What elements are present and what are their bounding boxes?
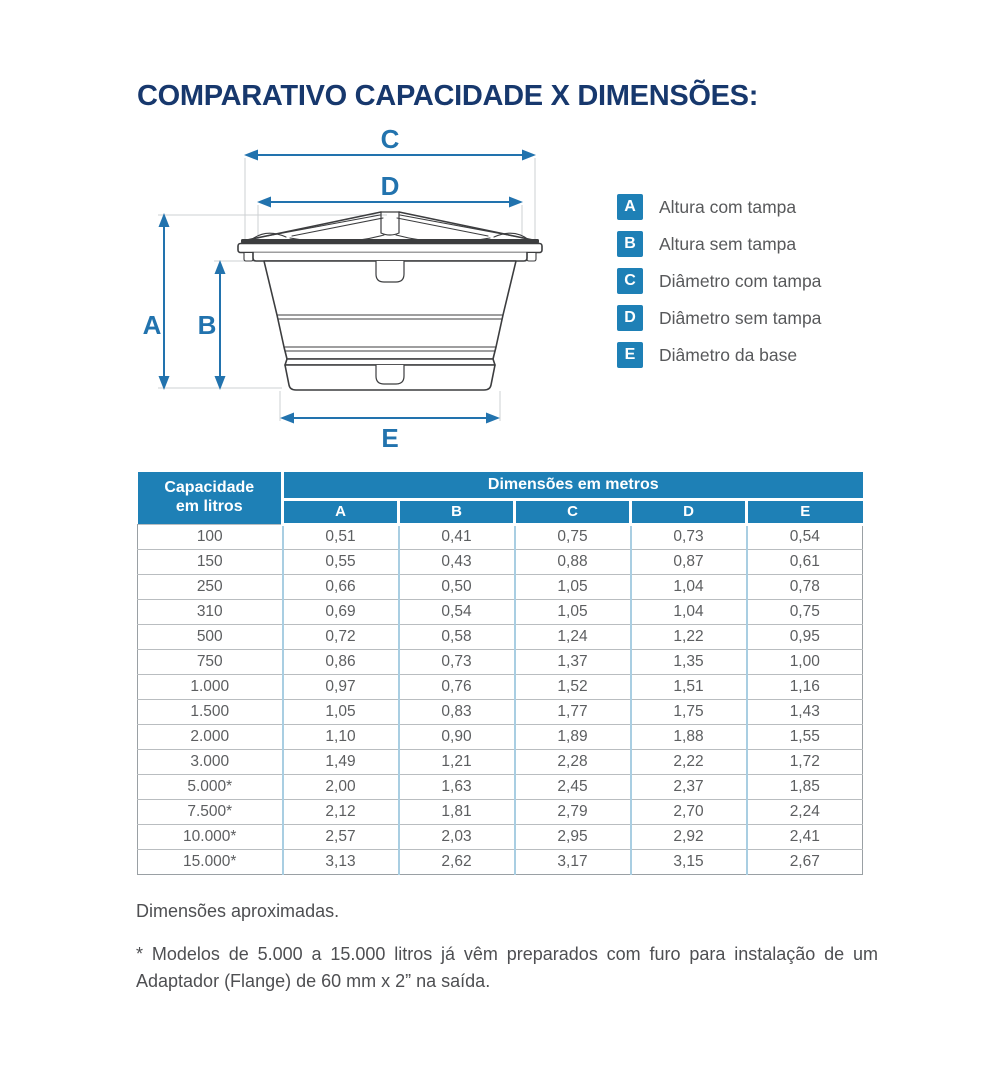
table-row: [138, 699, 863, 724]
value-cell-a: 0,66: [283, 574, 399, 599]
capacity-cell: 2.000: [138, 724, 283, 749]
table-row: [138, 849, 863, 874]
value-cell-d: 1,22: [631, 624, 747, 649]
value-cell-a: 0,97: [283, 674, 399, 699]
value-cell-a: 0,72: [283, 624, 399, 649]
value-cell-c: 1,05: [515, 599, 631, 624]
value-cell-c: 2,45: [515, 774, 631, 799]
value-cell-c: 2,79: [515, 799, 631, 824]
value-cell-a: 0,86: [283, 649, 399, 674]
capacity-cell: 10.000*: [138, 824, 283, 849]
table-row: [138, 749, 863, 774]
value-cell-a: 0,55: [283, 549, 399, 574]
table-row: [138, 774, 863, 799]
value-cell-b: 2,62: [399, 849, 515, 874]
value-cell-d: 2,22: [631, 749, 747, 774]
value-cell-d: 1,04: [631, 599, 747, 624]
value-cell-d: 2,70: [631, 799, 747, 824]
value-cell-b: 0,83: [399, 699, 515, 724]
value-cell-d: 2,37: [631, 774, 747, 799]
value-cell-b: 2,03: [399, 824, 515, 849]
value-cell-c: 0,75: [515, 524, 631, 549]
value-cell-a: 2,57: [283, 824, 399, 849]
value-cell-c: 1,05: [515, 574, 631, 599]
value-cell-e: 1,72: [747, 749, 863, 774]
capacity-cell: 5.000*: [138, 774, 283, 799]
value-cell-a: 1,10: [283, 724, 399, 749]
diagram-label-e: E: [381, 423, 399, 453]
value-cell-d: 1,51: [631, 674, 747, 699]
legend-key-badge: E: [617, 342, 643, 368]
value-cell-e: 0,61: [747, 549, 863, 574]
value-cell-b: 1,81: [399, 799, 515, 824]
value-cell-d: 0,87: [631, 549, 747, 574]
dim-letter-header: A: [283, 499, 399, 524]
dim-letter-header: B: [399, 499, 515, 524]
value-cell-e: 1,43: [747, 699, 863, 724]
legend-key-badge: C: [617, 268, 643, 294]
diagram-label-a: A: [142, 310, 162, 340]
capacity-cell: 15.000*: [138, 849, 283, 874]
dim-letter-header: E: [747, 499, 863, 524]
legend-label: Altura com tampa: [659, 196, 797, 217]
legend-item: [617, 342, 821, 368]
value-cell-d: 1,75: [631, 699, 747, 724]
table-row: [138, 599, 863, 624]
value-cell-d: 0,73: [631, 524, 747, 549]
table-row: [138, 649, 863, 674]
value-cell-c: 1,89: [515, 724, 631, 749]
capacity-cell: 750: [138, 649, 283, 674]
capacity-cell: 7.500*: [138, 799, 283, 824]
legend-item: [617, 268, 821, 294]
value-cell-e: 2,41: [747, 824, 863, 849]
value-cell-c: 1,37: [515, 649, 631, 674]
capacity-cell: 500: [138, 624, 283, 649]
value-cell-c: 1,77: [515, 699, 631, 724]
dim-letter-header: C: [515, 499, 631, 524]
dim-arrow-e: [280, 413, 500, 424]
capacity-cell: 1.500: [138, 699, 283, 724]
diagram-label-c: C: [380, 128, 400, 154]
value-cell-c: 2,28: [515, 749, 631, 774]
diagram-label-d: D: [380, 171, 400, 201]
dim-letter-header: D: [631, 499, 747, 524]
footnote-line-2: Adaptador (Flange) de 60 mm x 2” na saída.: [136, 971, 491, 991]
value-cell-d: 1,88: [631, 724, 747, 749]
value-cell-b: 0,54: [399, 599, 515, 624]
value-cell-d: 2,92: [631, 824, 747, 849]
value-cell-d: 1,04: [631, 574, 747, 599]
value-cell-a: 2,00: [283, 774, 399, 799]
value-cell-e: 1,55: [747, 724, 863, 749]
value-cell-e: 0,54: [747, 524, 863, 549]
legend-item: [617, 231, 821, 257]
legend-item: [617, 305, 821, 331]
value-cell-d: 3,15: [631, 849, 747, 874]
legend-label: Diâmetro sem tampa: [659, 307, 822, 328]
legend: [617, 194, 821, 379]
value-cell-c: 1,52: [515, 674, 631, 699]
value-cell-e: 1,85: [747, 774, 863, 799]
value-cell-d: 1,35: [631, 649, 747, 674]
footnote: [136, 941, 878, 995]
value-cell-c: 1,24: [515, 624, 631, 649]
value-cell-b: 0,58: [399, 624, 515, 649]
capacity-header-text: Capacidade em litros: [164, 479, 255, 515]
table-row: [138, 549, 863, 574]
value-cell-e: 0,95: [747, 624, 863, 649]
legend-label: Altura sem tampa: [659, 233, 797, 254]
value-cell-e: 0,75: [747, 599, 863, 624]
capacity-cell: 310: [138, 599, 283, 624]
value-cell-b: 0,73: [399, 649, 515, 674]
value-cell-a: 0,51: [283, 524, 399, 549]
value-cell-e: 0,78: [747, 574, 863, 599]
table-row: [138, 624, 863, 649]
value-cell-b: 0,76: [399, 674, 515, 699]
legend-key-badge: B: [617, 231, 643, 257]
value-cell-b: 0,50: [399, 574, 515, 599]
table-row: [138, 674, 863, 699]
group-header: Dimensões em metros: [283, 472, 863, 499]
legend-key-badge: D: [617, 305, 643, 331]
table-row: [138, 724, 863, 749]
table-row: [138, 524, 863, 549]
value-cell-b: 0,90: [399, 724, 515, 749]
value-cell-e: 2,24: [747, 799, 863, 824]
tank-drawing: [238, 212, 542, 390]
value-cell-c: 0,88: [515, 549, 631, 574]
dim-arrow-a: [159, 213, 170, 390]
capacity-cell: 250: [138, 574, 283, 599]
dimensions-table: [137, 472, 863, 875]
capacity-cell: 150: [138, 549, 283, 574]
legend-label: Diâmetro com tampa: [659, 270, 822, 291]
capacity-cell: 100: [138, 524, 283, 549]
value-cell-a: 2,12: [283, 799, 399, 824]
value-cell-b: 1,21: [399, 749, 515, 774]
value-cell-c: 3,17: [515, 849, 631, 874]
value-cell-e: 1,00: [747, 649, 863, 674]
approx-note: Dimensões aproximadas.: [136, 901, 340, 921]
value-cell-b: 0,41: [399, 524, 515, 549]
legend-item: [617, 194, 821, 220]
value-cell-e: 1,16: [747, 674, 863, 699]
capacity-cell: 3.000: [138, 749, 283, 774]
diagram-label-b: B: [197, 310, 217, 340]
footnote-line-1: * Modelos de 5.000 a 15.000 litros já vêm preparados com furo para instalação de um: [136, 944, 878, 964]
table-row: [138, 824, 863, 849]
value-cell-a: 1,49: [283, 749, 399, 774]
value-cell-a: 1,05: [283, 699, 399, 724]
capacity-cell: 1.000: [138, 674, 283, 699]
value-cell-b: 0,43: [399, 549, 515, 574]
legend-key-badge: A: [617, 194, 643, 220]
value-cell-a: 0,69: [283, 599, 399, 624]
table-row: [138, 799, 863, 824]
value-cell-b: 1,63: [399, 774, 515, 799]
legend-label: Diâmetro da base: [659, 344, 798, 365]
value-cell-c: 2,95: [515, 824, 631, 849]
value-cell-a: 3,13: [283, 849, 399, 874]
capacity-header: [138, 472, 283, 524]
value-cell-e: 2,67: [747, 849, 863, 874]
water-tank-dimension-diagram: [140, 128, 560, 458]
page-title: COMPARATIVO CAPACIDADE X DIMENSÕES:: [137, 80, 759, 112]
table-row: [138, 574, 863, 599]
